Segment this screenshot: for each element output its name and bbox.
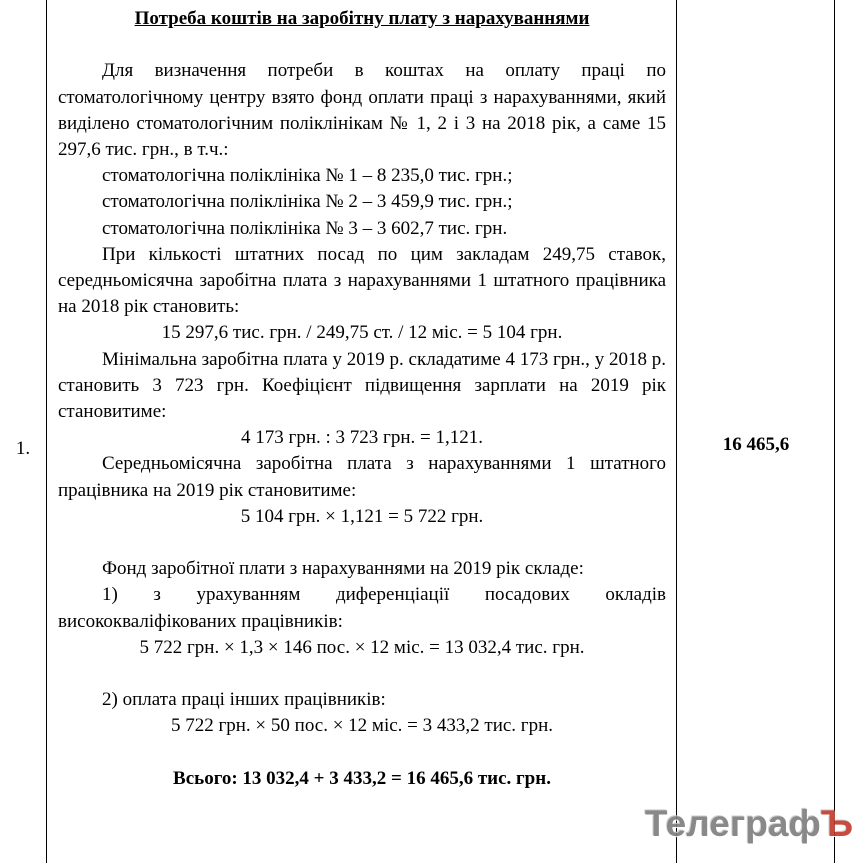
telegraf-watermark	[645, 803, 853, 845]
paragraph-fund: Фонд заробітної плати з нарахуваннями на 2019 рік складе:	[102, 558, 584, 580]
spacer	[58, 32, 666, 58]
formula-other-workers: 5 722 грн. × 50 пос. × 12 міс. = 3 433,2 тис. грн.	[170, 715, 554, 737]
formula-2018-salary: 15 297,6 тис. грн. / 249,75 ст. / 12 міс. = 5 104 грн.	[161, 322, 563, 344]
spacer	[58, 661, 666, 687]
paragraph-2019-salary: Середньомісячна заробітна плата з нарахуваннями 1 штатного працівника на 2019 рік становитиме:	[58, 453, 666, 501]
table-border-left	[46, 0, 47, 863]
clinic-line-1: стоматологічна поліклініка № 1 – 8 235,0 тис. грн.;	[102, 165, 513, 187]
total-line: Всього: 13 032,4 + 3 433,2 = 16 465,6 тис. грн.	[173, 767, 551, 789]
item-highly-qualified: 1) з урахуванням диференціації посадових окладів висококваліфікованих працівників:	[58, 584, 666, 632]
formula-highly-qualified: 5 722 грн. × 1,3 × 146 пос. × 12 міс. = 13 032,4 тис. грн.	[139, 636, 585, 658]
row-total-amount: 16 465,6	[722, 434, 790, 455]
clinic-line-2: стоматологічна поліклініка № 2 – 3 459,9 тис. грн.;	[102, 191, 513, 213]
table-border-right	[834, 0, 835, 863]
item-other-workers: 2) оплата праці інших працівників:	[102, 689, 386, 711]
paragraph-staff: При кількості штатних посад по цим закладам 249,75 ставок, середньомісячна заробітна плата з нарахуваннями 1 штатного працівника на 2018 рік становить:	[58, 243, 666, 318]
paragraph-minimum-wage: Мінімальна заробітна плата у 2019 р. складатиме 4 173 грн., у 2018 р. становить 3 723 грн. Коефіцієнт підвищення зарплати на 2019 рік становитиме:	[58, 348, 666, 423]
watermark-hard-sign: Ъ	[820, 803, 853, 844]
spacer	[58, 740, 666, 766]
watermark-text: Телеграф	[644, 803, 821, 844]
formula-coefficient: 4 173 грн. : 3 723 грн. = 1,121.	[241, 427, 483, 449]
paragraph-intro: Для визначення потреби в коштах на оплату праці по стоматологічному центру взято фонд оплати праці з нарахуваннями, який виділено стоматологічним поліклінікам № 1, 2 і 3 на 2018 рік, а саме 15 297,6 тис. грн., в т.ч.:	[58, 60, 666, 160]
row-description	[58, 6, 666, 792]
spacer	[58, 530, 666, 556]
table-border-middle	[676, 0, 677, 863]
formula-2019-salary: 5 104 грн. × 1,121 = 5 722 грн.	[240, 505, 484, 527]
clinic-line-3: стоматологічна поліклініка № 3 – 3 602,7 тис. грн.	[102, 217, 508, 239]
section-title: Потреба коштів на заробітну плату з нарахуваннями	[134, 8, 590, 29]
row-number: 1.	[15, 438, 31, 459]
